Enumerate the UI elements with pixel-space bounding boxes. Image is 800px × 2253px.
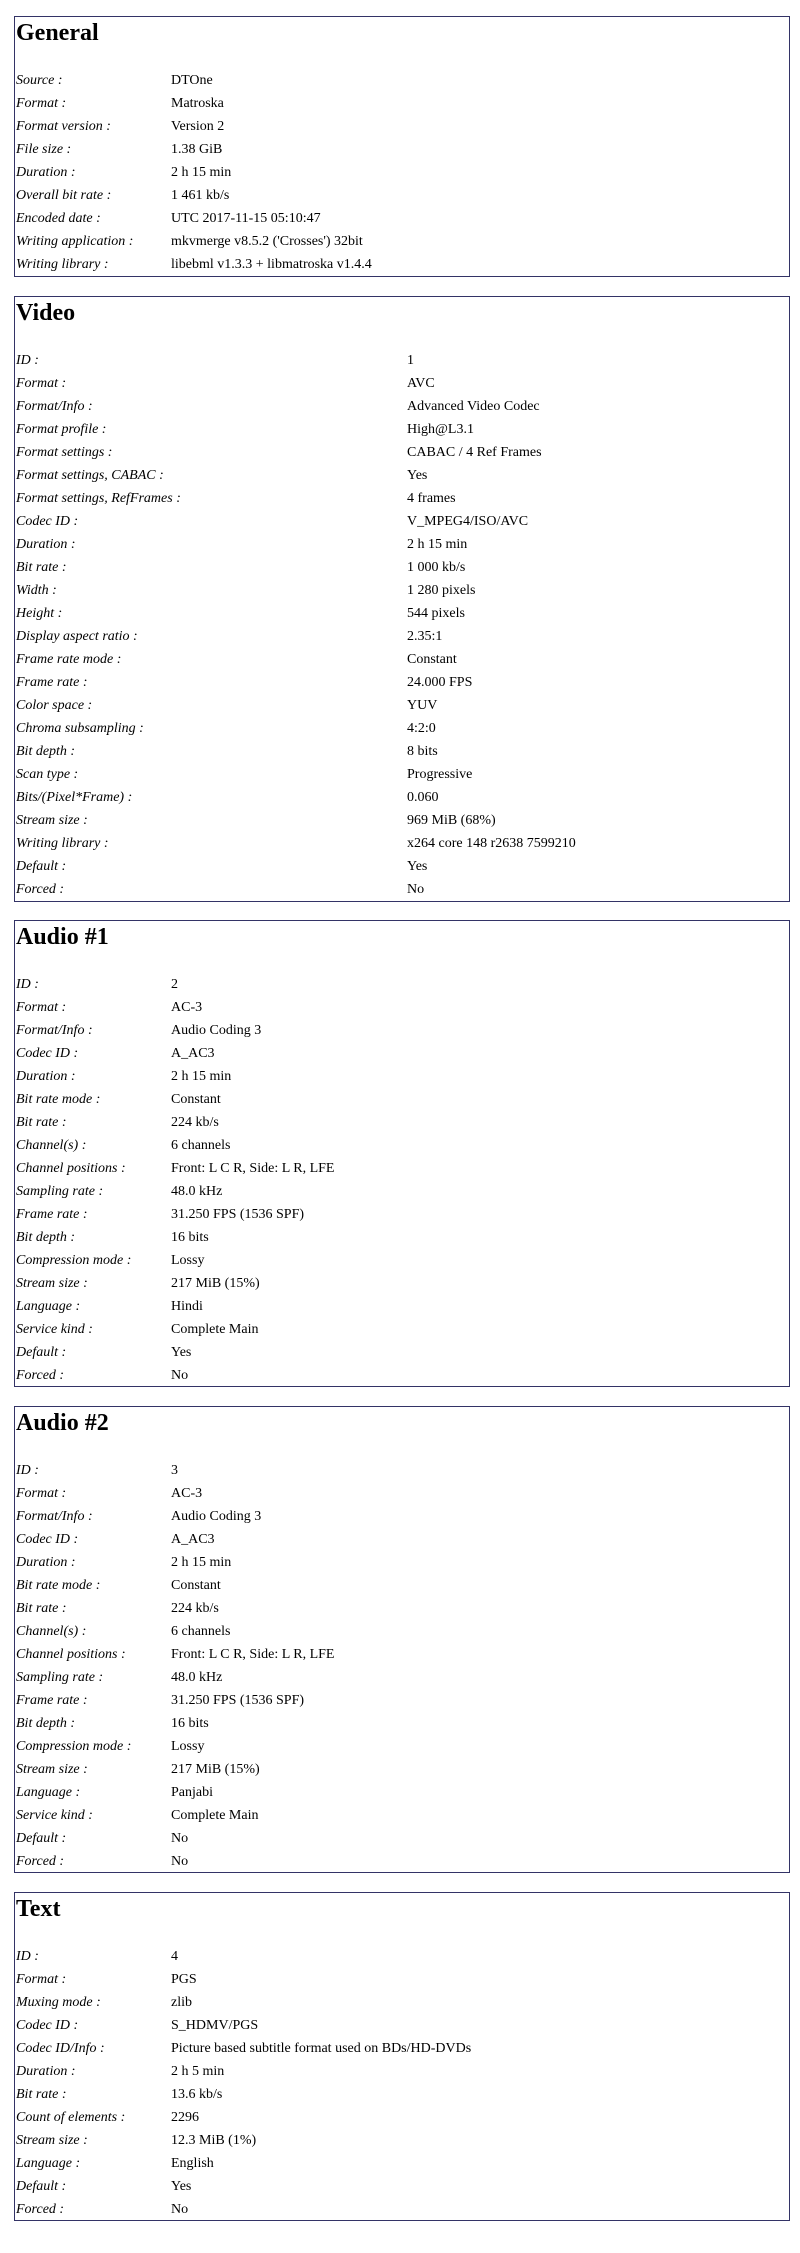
property-label: Duration : — [16, 537, 76, 552]
property-row — [16, 1827, 789, 1850]
property-label: ID : — [16, 1949, 39, 1964]
property-row — [16, 253, 789, 276]
property-label: Forced : — [16, 1368, 65, 1383]
property-value: 544 pixels — [407, 606, 465, 621]
property-value: 4 frames — [407, 491, 456, 506]
property-row — [16, 1272, 789, 1295]
property-row — [16, 1157, 789, 1180]
property-row — [16, 2037, 789, 2060]
section-title: General — [16, 20, 99, 46]
property-row — [16, 1042, 789, 1065]
property-row — [16, 1620, 789, 1643]
property-row — [16, 1482, 789, 1505]
property-label: Stream size : — [16, 1762, 88, 1777]
property-row — [16, 533, 789, 556]
property-value: Advanced Video Codec — [407, 399, 540, 414]
property-value: 224 kb/s — [171, 1115, 219, 1130]
property-value: Front: L C R, Side: L R, LFE — [171, 1647, 335, 1662]
property-value: 4 — [171, 1949, 178, 1964]
property-value: 2 h 15 min — [407, 537, 468, 552]
property-value: Hindi — [171, 1299, 203, 1314]
property-row — [16, 602, 789, 625]
property-label: Codec ID : — [16, 1046, 79, 1061]
property-list — [16, 1945, 789, 2221]
property-value: 3 — [171, 1463, 178, 1478]
property-value: Constant — [171, 1578, 221, 1593]
property-value: 1 280 pixels — [407, 583, 476, 598]
section-video — [14, 296, 790, 902]
property-row — [16, 1643, 789, 1666]
property-value: 48.0 kHz — [171, 1670, 223, 1685]
property-label: Chroma subsampling : — [16, 721, 144, 736]
property-row — [16, 1203, 789, 1226]
section-general — [14, 16, 790, 277]
property-value: Matroska — [171, 96, 224, 111]
property-value: S_HDMV/PGS — [171, 2018, 259, 2033]
property-value: libebml v1.3.3 + libmatroska v1.4.4 — [171, 257, 372, 272]
property-label: Source : — [16, 73, 63, 88]
property-label: Language : — [16, 1785, 81, 1800]
property-value: A_AC3 — [171, 1532, 215, 1547]
property-label: Channel(s) : — [16, 1138, 87, 1153]
property-label: Stream size : — [16, 2133, 88, 2148]
property-label: Bit depth : — [16, 744, 76, 759]
property-label: Service kind : — [16, 1322, 93, 1337]
property-row — [16, 464, 789, 487]
property-row — [16, 2014, 789, 2037]
property-row — [16, 1180, 789, 1203]
property-label: Color space : — [16, 698, 93, 713]
property-list — [16, 973, 789, 1387]
property-row — [16, 2152, 789, 2175]
property-label: Format : — [16, 376, 67, 391]
property-row — [16, 1134, 789, 1157]
section-title: Video — [16, 300, 76, 326]
property-label: Frame rate : — [16, 1207, 88, 1222]
property-row — [16, 2060, 789, 2083]
property-label: Width : — [16, 583, 57, 598]
property-row — [16, 2083, 789, 2106]
property-value: Progressive — [407, 767, 473, 782]
property-row — [16, 1341, 789, 1364]
property-value: 2 h 15 min — [171, 165, 232, 180]
property-value: 6 channels — [171, 1138, 231, 1153]
property-value: 16 bits — [171, 1230, 209, 1245]
property-value: 217 MiB (15%) — [171, 1762, 260, 1777]
property-row — [16, 625, 789, 648]
property-row — [16, 2175, 789, 2198]
property-row — [16, 69, 789, 92]
property-value: No — [171, 1854, 189, 1869]
section-title: Audio #2 — [16, 1410, 109, 1436]
property-row — [16, 973, 789, 996]
property-label: Format/Info : — [16, 1023, 93, 1038]
property-label: File size : — [16, 142, 72, 157]
property-label: Duration : — [16, 1555, 76, 1570]
property-value: No — [171, 1831, 189, 1846]
property-value: 2.35:1 — [407, 629, 443, 644]
property-row — [16, 230, 789, 253]
property-value: 16 bits — [171, 1716, 209, 1731]
property-label: Bits/(Pixel*Frame) : — [16, 790, 133, 805]
property-list — [16, 349, 789, 901]
property-row — [16, 1781, 789, 1804]
property-row — [16, 161, 789, 184]
property-label: ID : — [16, 1463, 39, 1478]
property-value: Constant — [171, 1092, 221, 1107]
property-value: Yes — [171, 1345, 192, 1360]
section-audio-1 — [14, 920, 790, 1387]
property-value: 6 channels — [171, 1624, 231, 1639]
property-value: 8 bits — [407, 744, 438, 759]
property-value: AVC — [407, 376, 435, 391]
property-value: 969 MiB (68%) — [407, 813, 496, 828]
property-value: Yes — [407, 859, 428, 874]
property-row — [16, 855, 789, 878]
property-value: UTC 2017-11-15 05:10:47 — [171, 211, 321, 226]
section-title: Text — [16, 1896, 61, 1922]
property-row — [16, 395, 789, 418]
property-row — [16, 556, 789, 579]
property-label: Bit rate mode : — [16, 1578, 101, 1593]
property-value: 13.6 kb/s — [171, 2087, 223, 2102]
property-label: Language : — [16, 1299, 81, 1314]
property-row — [16, 510, 789, 533]
property-row — [16, 1226, 789, 1249]
property-value: zlib — [171, 1995, 192, 2010]
property-row — [16, 1689, 789, 1712]
property-value: Panjabi — [171, 1785, 213, 1800]
property-label: Display aspect ratio : — [16, 629, 138, 644]
property-value: 2296 — [171, 2110, 199, 2125]
property-label: Scan type : — [16, 767, 79, 782]
property-value: 2 h 5 min — [171, 2064, 225, 2079]
property-value: Picture based subtitle format used on BDs/HD-DVDs — [171, 2041, 472, 2056]
property-label: Bit rate : — [16, 1601, 67, 1616]
property-label: Language : — [16, 2156, 81, 2171]
property-label: Format : — [16, 1000, 67, 1015]
property-label: Codec ID : — [16, 1532, 79, 1547]
property-row — [16, 349, 789, 372]
property-value: 1 — [407, 353, 414, 368]
property-value: Lossy — [171, 1739, 205, 1754]
section-title: Audio #1 — [16, 924, 109, 950]
property-row — [16, 1295, 789, 1318]
property-label: Format/Info : — [16, 399, 93, 414]
property-label: Default : — [16, 1831, 67, 1846]
property-label: Format version : — [16, 119, 111, 134]
property-value: 2 — [171, 977, 178, 992]
property-row — [16, 1758, 789, 1781]
property-label: Muxing mode : — [16, 1995, 101, 2010]
property-label: Codec ID/Info : — [16, 2041, 105, 2056]
property-list — [16, 1459, 789, 1873]
property-label: Codec ID : — [16, 2018, 79, 2033]
property-label: Bit depth : — [16, 1716, 76, 1731]
property-label: Bit rate : — [16, 1115, 67, 1130]
property-label: Frame rate mode : — [16, 652, 122, 667]
property-value: 31.250 FPS (1536 SPF) — [171, 1207, 305, 1222]
property-row — [16, 1574, 789, 1597]
property-value: Audio Coding 3 — [171, 1023, 262, 1038]
property-value: Yes — [407, 468, 428, 483]
property-row — [16, 207, 789, 230]
property-row — [16, 1459, 789, 1482]
property-row — [16, 1528, 789, 1551]
property-label: Sampling rate : — [16, 1184, 104, 1199]
property-label: Default : — [16, 1345, 67, 1360]
property-row — [16, 1505, 789, 1528]
property-row — [16, 1945, 789, 1968]
property-row — [16, 2198, 789, 2221]
property-value: 224 kb/s — [171, 1601, 219, 1616]
property-row — [16, 1318, 789, 1341]
property-row — [16, 1735, 789, 1758]
property-value: 12.3 MiB (1%) — [171, 2133, 257, 2148]
property-row — [16, 671, 789, 694]
property-value: 1.38 GiB — [171, 142, 223, 157]
property-label: Duration : — [16, 1069, 76, 1084]
property-value: 217 MiB (15%) — [171, 1276, 260, 1291]
property-value: 1 000 kb/s — [407, 560, 466, 575]
property-value: Front: L C R, Side: L R, LFE — [171, 1161, 335, 1176]
property-row — [16, 487, 789, 510]
property-label: Format : — [16, 1486, 67, 1501]
property-row — [16, 441, 789, 464]
property-row — [16, 372, 789, 395]
property-value: Constant — [407, 652, 457, 667]
property-label: Stream size : — [16, 813, 88, 828]
property-value: AC-3 — [171, 1000, 203, 1015]
property-row — [16, 115, 789, 138]
property-label: Writing application : — [16, 234, 134, 249]
property-row — [16, 2106, 789, 2129]
property-row — [16, 648, 789, 671]
property-row — [16, 740, 789, 763]
property-label: Bit rate : — [16, 560, 67, 575]
property-row — [16, 1712, 789, 1735]
property-label: Bit rate : — [16, 2087, 67, 2102]
property-row — [16, 996, 789, 1019]
property-value: V_MPEG4/ISO/AVC — [407, 514, 529, 529]
property-row — [16, 832, 789, 855]
property-value: 0.060 — [407, 790, 439, 805]
property-value: 2 h 15 min — [171, 1069, 232, 1084]
property-row — [16, 138, 789, 161]
property-value: 48.0 kHz — [171, 1184, 223, 1199]
property-row — [16, 1065, 789, 1088]
property-row — [16, 786, 789, 809]
property-label: Format/Info : — [16, 1509, 93, 1524]
property-value: 24.000 FPS — [407, 675, 473, 690]
property-row — [16, 1804, 789, 1827]
property-label: Encoded date : — [16, 211, 101, 226]
property-label: ID : — [16, 977, 39, 992]
property-label: Format : — [16, 1972, 67, 1987]
property-value: Complete Main — [171, 1322, 259, 1337]
property-value: English — [171, 2156, 214, 2171]
property-label: Count of elements : — [16, 2110, 126, 2125]
property-label: Forced : — [16, 1854, 65, 1869]
property-value: Audio Coding 3 — [171, 1509, 262, 1524]
property-label: Writing library : — [16, 836, 109, 851]
property-label: Bit rate mode : — [16, 1092, 101, 1107]
property-label: Channel(s) : — [16, 1624, 87, 1639]
property-row — [16, 2129, 789, 2152]
property-row — [16, 1088, 789, 1111]
property-value: A_AC3 — [171, 1046, 215, 1061]
property-row — [16, 763, 789, 786]
property-label: Compression mode : — [16, 1253, 132, 1268]
property-row — [16, 1111, 789, 1134]
property-label: Frame rate : — [16, 675, 88, 690]
property-label: Format settings, RefFrames : — [16, 491, 181, 506]
property-label: Duration : — [16, 2064, 76, 2079]
property-label: Stream size : — [16, 1276, 88, 1291]
property-value: Complete Main — [171, 1808, 259, 1823]
property-label: Overall bit rate : — [16, 188, 112, 203]
property-label: ID : — [16, 353, 39, 368]
property-row — [16, 1364, 789, 1387]
property-row — [16, 1991, 789, 2014]
property-label: Default : — [16, 2179, 67, 2194]
property-value: Lossy — [171, 1253, 205, 1268]
section-audio-2 — [14, 1406, 790, 1873]
property-value: No — [407, 882, 425, 897]
property-value: YUV — [407, 698, 438, 713]
property-row — [16, 1019, 789, 1042]
property-value: DTOne — [171, 73, 213, 88]
property-row — [16, 1551, 789, 1574]
property-label: Format settings, CABAC : — [16, 468, 164, 483]
property-row — [16, 1968, 789, 1991]
property-value: 4:2:0 — [407, 721, 436, 736]
property-value: 2 h 15 min — [171, 1555, 232, 1570]
property-value: Yes — [171, 2179, 192, 2194]
property-row — [16, 579, 789, 602]
property-list — [16, 69, 789, 276]
property-label: Bit depth : — [16, 1230, 76, 1245]
property-label: Channel positions : — [16, 1647, 126, 1662]
property-value: PGS — [171, 1972, 197, 1987]
property-row — [16, 1597, 789, 1620]
property-label: Service kind : — [16, 1808, 93, 1823]
property-label: Forced : — [16, 2202, 65, 2217]
property-value: 31.250 FPS (1536 SPF) — [171, 1693, 305, 1708]
property-label: Compression mode : — [16, 1739, 132, 1754]
property-label: Default : — [16, 859, 67, 874]
property-label: Codec ID : — [16, 514, 79, 529]
property-label: Format : — [16, 96, 67, 111]
property-value: Version 2 — [171, 119, 225, 134]
property-value: AC-3 — [171, 1486, 203, 1501]
property-label: Channel positions : — [16, 1161, 126, 1176]
property-label: Duration : — [16, 165, 76, 180]
property-label: Format profile : — [16, 422, 107, 437]
property-row — [16, 809, 789, 832]
property-row — [16, 1850, 789, 1873]
property-row — [16, 878, 789, 901]
property-value: No — [171, 2202, 189, 2217]
property-label: Height : — [16, 606, 63, 621]
section-text — [14, 1892, 790, 2221]
property-row — [16, 92, 789, 115]
property-row — [16, 184, 789, 207]
property-row — [16, 717, 789, 740]
property-value: No — [171, 1368, 189, 1383]
property-label: Forced : — [16, 882, 65, 897]
property-row — [16, 1249, 789, 1272]
property-row — [16, 1666, 789, 1689]
property-value: CABAC / 4 Ref Frames — [407, 445, 542, 460]
property-row — [16, 694, 789, 717]
property-value: High@L3.1 — [407, 422, 474, 437]
property-value: mkvmerge v8.5.2 ('Crosses') 32bit — [171, 234, 363, 249]
property-row — [16, 418, 789, 441]
property-value: x264 core 148 r2638 7599210 — [407, 836, 576, 851]
property-label: Format settings : — [16, 445, 113, 460]
property-label: Writing library : — [16, 257, 109, 272]
property-label: Frame rate : — [16, 1693, 88, 1708]
property-label: Sampling rate : — [16, 1670, 104, 1685]
property-value: 1 461 kb/s — [171, 188, 230, 203]
